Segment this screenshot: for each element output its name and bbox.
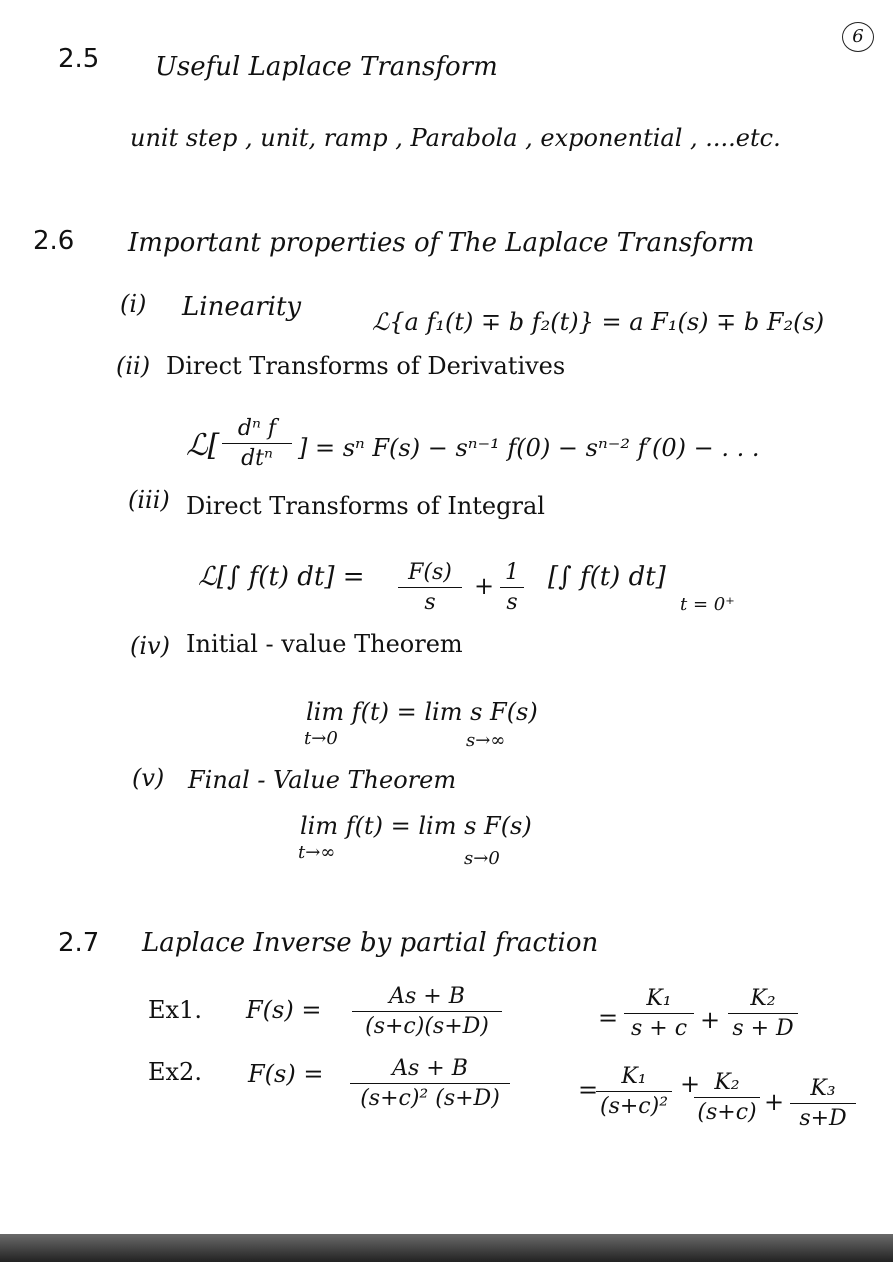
final-value-limit-s: s→0 <box>464 848 500 869</box>
example-2-k3: K₃ <box>810 1076 836 1101</box>
integral-initial-term: [∫ f(t) dt] <box>548 562 666 592</box>
fraction-bar <box>500 587 524 588</box>
integral-fraction-2 <box>500 560 524 615</box>
example-2-label: Ex2. <box>148 1058 202 1086</box>
property-name-initial-value: Initial - value Theorem <box>186 630 463 658</box>
example-2-plus-2: + <box>764 1088 785 1116</box>
page-number-badge: 6 <box>842 22 874 52</box>
integral-limit-subscript: t = 0⁺ <box>680 594 735 615</box>
integral-denominator-1: s <box>424 590 436 615</box>
example-2-k2: K₂ <box>714 1070 740 1095</box>
example-1-numerator: As + B <box>389 984 465 1009</box>
derivative-denominator: dtⁿ <box>241 446 273 471</box>
example-1-equals: = <box>598 1004 619 1032</box>
derivative-fraction <box>222 416 292 471</box>
example-1-k2: K₂ <box>750 986 776 1011</box>
scan-edge-shadow <box>0 1234 893 1262</box>
fraction-bar <box>728 1013 798 1014</box>
initial-value-formula: lim f(t) = lim s F(s) <box>306 698 538 726</box>
example-2-term-2 <box>694 1070 760 1125</box>
fraction-bar <box>596 1091 672 1092</box>
example-2-k1: K₁ <box>621 1064 647 1089</box>
linearity-formula: ℒ{a f₁(t) ∓ b f₂(t)} = a F₁(s) ∓ b F₂(s) <box>372 308 825 336</box>
property-label-i: (i) <box>120 290 147 318</box>
final-value-limit-t: t→∞ <box>298 842 336 863</box>
example-2-equals: = <box>578 1076 599 1104</box>
example-2-term-3 <box>790 1076 856 1131</box>
useful-transform-list: unit step , unit, ramp , Parabola , exponential , ....etc. <box>130 124 781 152</box>
section-title-useful-laplace: Useful Laplace Transform <box>155 52 498 82</box>
property-name-derivatives: Direct Transforms of Derivatives <box>166 352 566 380</box>
integral-lhs: ℒ[∫ f(t) dt] = <box>198 562 365 592</box>
initial-value-limit-t: t→0 <box>304 728 338 749</box>
section-number-2-5: 2.5 <box>58 44 100 74</box>
section-number-2-6: 2.6 <box>33 226 75 256</box>
integral-denominator-2: s <box>506 590 518 615</box>
example-2-lhs: F(s) = <box>248 1060 324 1088</box>
property-label-v: (v) <box>132 764 165 792</box>
example-1-k1: K₁ <box>646 986 672 1011</box>
example-2-plus-1: + <box>680 1070 701 1098</box>
integral-numerator-1: F(s) <box>408 560 452 585</box>
fraction-bar <box>624 1013 694 1014</box>
fraction-bar <box>350 1083 510 1084</box>
fraction-bar <box>694 1097 760 1098</box>
fraction-bar <box>352 1011 502 1012</box>
fraction-bar <box>790 1103 856 1104</box>
integral-plus: + <box>474 572 495 600</box>
property-label-ii: (ii) <box>116 352 151 380</box>
example-1-fraction <box>352 984 502 1039</box>
section-number-2-7: 2.7 <box>58 928 100 958</box>
example-2-fraction <box>350 1056 510 1111</box>
example-2-denominator-3: s+D <box>799 1106 847 1131</box>
final-value-formula: lim f(t) = lim s F(s) <box>300 812 532 840</box>
example-2-numerator: As + B <box>392 1056 468 1081</box>
fraction-bar <box>222 443 292 444</box>
example-2-term-1 <box>596 1064 672 1119</box>
initial-value-limit-s: s→∞ <box>466 730 506 751</box>
property-label-iii: (iii) <box>128 486 170 514</box>
property-name-integral: Direct Transforms of Integral <box>186 492 545 520</box>
section-title-important-properties: Important properties of The Laplace Transform <box>128 228 755 258</box>
example-1-plus: + <box>700 1006 721 1034</box>
example-1-term-2 <box>728 986 798 1041</box>
example-2-denominator-2: (s+c) <box>697 1100 757 1125</box>
integral-fraction-1 <box>398 560 462 615</box>
example-1-lhs: F(s) = <box>246 996 322 1024</box>
derivative-numerator: dⁿ f <box>237 416 277 441</box>
example-2-denominator: (s+c)² (s+D) <box>360 1086 500 1111</box>
property-name-final-value: Final - Value Theorem <box>188 766 457 794</box>
fraction-bar <box>398 587 462 588</box>
section-title-laplace-inverse: Laplace Inverse by partial fraction <box>142 928 599 958</box>
integral-numerator-2: 1 <box>505 560 519 585</box>
derivative-lhs: ℒ[ <box>186 428 220 463</box>
property-name-linearity: Linearity <box>182 292 302 322</box>
example-1-term-1 <box>624 986 694 1041</box>
property-label-iv: (iv) <box>130 632 170 660</box>
example-1-denominator: (s+c)(s+D) <box>365 1014 489 1039</box>
example-1-denominator-1: s + c <box>630 1016 688 1041</box>
example-1-denominator-2: s + D <box>732 1016 794 1041</box>
example-1-label: Ex1. <box>148 996 202 1024</box>
example-2-denominator-1: (s+c)² <box>599 1094 669 1119</box>
derivative-rhs: ] = sⁿ F(s) − sⁿ⁻¹ f(0) − sⁿ⁻² f′(0) − . . . <box>298 434 760 462</box>
